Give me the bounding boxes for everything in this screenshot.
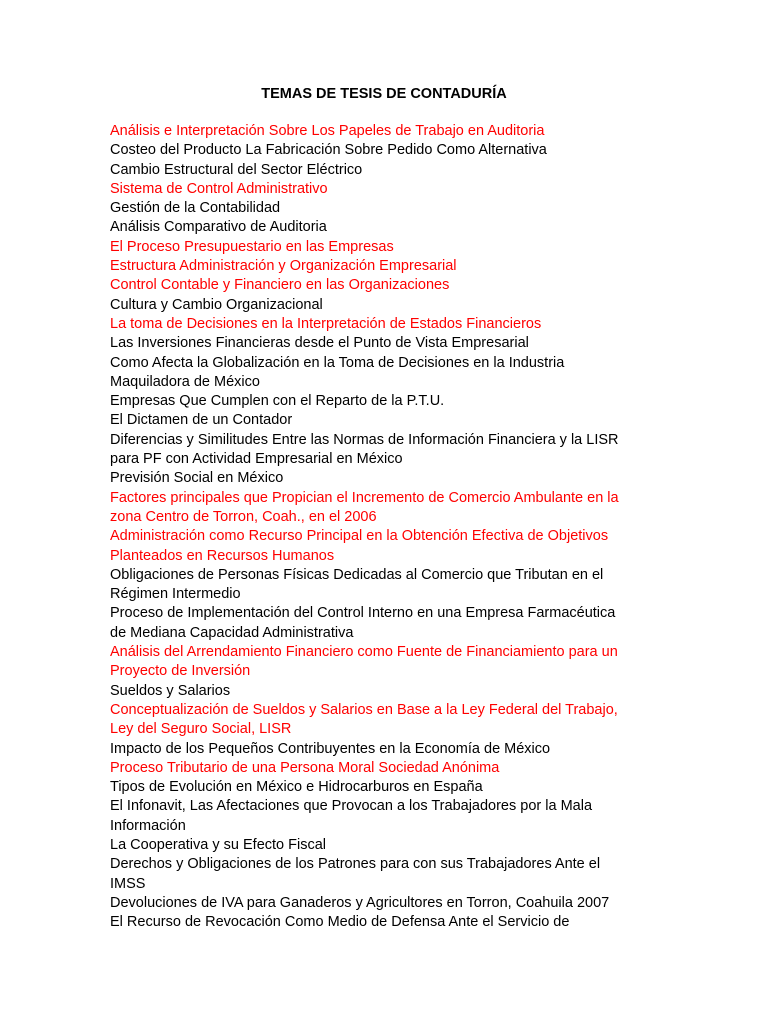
thesis-topic-item xyxy=(110,315,670,334)
thesis-topic-line: Factores principales que Propician el Incremento de Comercio Ambulante en la xyxy=(110,489,619,506)
thesis-topic-line: La Cooperativa y su Efecto Fiscal xyxy=(110,836,326,853)
thesis-topic-item xyxy=(110,161,670,180)
thesis-topic-line: Las Inversiones Financieras desde el Punto de Vista Empresarial xyxy=(110,335,529,352)
thesis-topic-line: Devoluciones de IVA para Ganaderos y Agricultores en Torron, Coahuila 2007 xyxy=(110,894,610,911)
thesis-topic-item xyxy=(110,296,670,315)
thesis-topic-line: El Dictamen de un Contador xyxy=(110,412,293,429)
thesis-topic-line: Sistema de Control Administrativo xyxy=(110,180,328,197)
thesis-topic-item xyxy=(110,643,670,682)
thesis-topic-line: El Infonavit, Las Afectaciones que Provocan a los Trabajadores por la Mala xyxy=(110,798,593,815)
thesis-topic-line: Conceptualización de Sueldos y Salarios en Base a la Ley Federal del Trabajo, xyxy=(110,701,618,718)
thesis-topic-line: Empresas Que Cumplen con el Reparto de la P.T.U. xyxy=(110,393,445,410)
thesis-topic-item xyxy=(110,431,670,470)
thesis-topic-line: Obligaciones de Personas Físicas Dedicadas al Comercio que Tributan en el xyxy=(110,566,604,583)
thesis-topic-item xyxy=(110,180,670,199)
thesis-topic-line: Información xyxy=(110,817,186,834)
thesis-topic-item xyxy=(110,797,670,836)
thesis-topic-item xyxy=(110,218,670,237)
thesis-topic-line: El Recurso de Revocación Como Medio de Defensa Ante el Servicio de xyxy=(110,914,570,931)
thesis-topic-line: Análisis e Interpretación Sobre Los Papeles de Trabajo en Auditoria xyxy=(110,123,545,139)
thesis-topic-line: Proyecto de Inversión xyxy=(110,663,251,680)
thesis-topic-line: Cultura y Cambio Organizacional xyxy=(110,296,323,313)
thesis-topic-item xyxy=(110,894,670,913)
thesis-topic-line: Tipos de Evolución en México e Hidrocarburos en España xyxy=(110,779,483,796)
thesis-topic-item xyxy=(110,701,670,740)
thesis-topic-line: El Proceso Presupuestario en las Empresas xyxy=(110,238,394,255)
thesis-topic-item xyxy=(110,354,670,393)
thesis-topic-list xyxy=(110,122,670,932)
thesis-topic-line: La toma de Decisiones en la Interpretación de Estados Financieros xyxy=(110,315,542,332)
thesis-topic-line: de Mediana Capacidad Administrativa xyxy=(110,624,354,641)
thesis-topic-item xyxy=(110,566,670,605)
thesis-topic-line: Impacto de los Pequeños Contribuyentes en la Economía de México xyxy=(110,740,551,757)
thesis-topic-line: Proceso Tributario de una Persona Moral Sociedad Anónima xyxy=(110,759,500,776)
thesis-topic-line: Régimen Intermedio xyxy=(110,586,241,603)
thesis-topic-line: Gestión de la Contabilidad xyxy=(110,200,281,217)
thesis-topic-item xyxy=(110,740,670,759)
thesis-topic-line: Estructura Administración y Organización Empresarial xyxy=(110,258,457,275)
thesis-topic-item xyxy=(110,411,670,430)
thesis-topic-item xyxy=(110,682,670,701)
thesis-topic-line: IMSS xyxy=(110,875,146,892)
thesis-topic-line: Proceso de Implementación del Control Interno en una Empresa Farmacéutica xyxy=(110,605,616,622)
thesis-topic-line: Análisis Comparativo de Auditoria xyxy=(110,219,327,236)
thesis-topic-item xyxy=(110,527,670,566)
thesis-topic-line: Administración como Recurso Principal en la Obtención Efectiva de Objetivos xyxy=(110,528,609,545)
thesis-topic-item xyxy=(110,489,670,528)
thesis-topic-line: Planteados en Recursos Humanos xyxy=(110,547,335,564)
thesis-topic-item xyxy=(110,141,670,160)
thesis-topic-line: Cambio Estructural del Sector Eléctrico xyxy=(110,161,363,178)
thesis-topic-item xyxy=(110,199,670,218)
thesis-topic-item xyxy=(110,778,670,797)
thesis-topic-item xyxy=(110,276,670,295)
thesis-topic-line: Análisis del Arrendamiento Financiero como Fuente de Financiamiento para un xyxy=(110,644,618,661)
thesis-topic-line: Ley del Seguro Social, LISR xyxy=(110,721,292,738)
thesis-topic-item xyxy=(110,604,670,643)
thesis-topic-line: Derechos y Obligaciones de los Patrones para con sus Trabajadores Ante el xyxy=(110,856,601,873)
thesis-topic-line: Control Contable y Financiero en las Organizaciones xyxy=(110,277,450,294)
thesis-topic-line: Maquiladora de México xyxy=(110,373,260,390)
thesis-topic-item xyxy=(110,392,670,411)
thesis-topic-line: Diferencias y Similitudes Entre las Normas de Información Financiera y la LISR xyxy=(110,431,619,448)
thesis-topic-line: para PF con Actividad Empresarial en México xyxy=(110,451,403,468)
thesis-topic-line: Como Afecta la Globalización en la Toma de Decisiones en la Industria xyxy=(110,354,565,371)
thesis-topic-item xyxy=(110,913,670,932)
thesis-topic-line: Previsión Social en México xyxy=(110,470,284,487)
thesis-topic-item xyxy=(110,238,670,257)
thesis-topic-line: zona Centro de Torron, Coah., en el 2006 xyxy=(110,508,377,525)
thesis-topic-item xyxy=(110,759,670,778)
thesis-topic-line: Costeo del Producto La Fabricación Sobre Pedido Como Alternativa xyxy=(110,142,547,159)
thesis-topic-item xyxy=(110,334,670,353)
document-title: TEMAS DE TESIS DE CONTADURÍA xyxy=(261,86,507,102)
thesis-topic-item xyxy=(110,122,670,141)
thesis-topic-line: Sueldos y Salarios xyxy=(110,682,231,699)
thesis-topic-item xyxy=(110,855,670,894)
thesis-topic-item xyxy=(110,257,670,276)
thesis-topic-item xyxy=(110,836,670,855)
thesis-topic-item xyxy=(110,469,670,488)
